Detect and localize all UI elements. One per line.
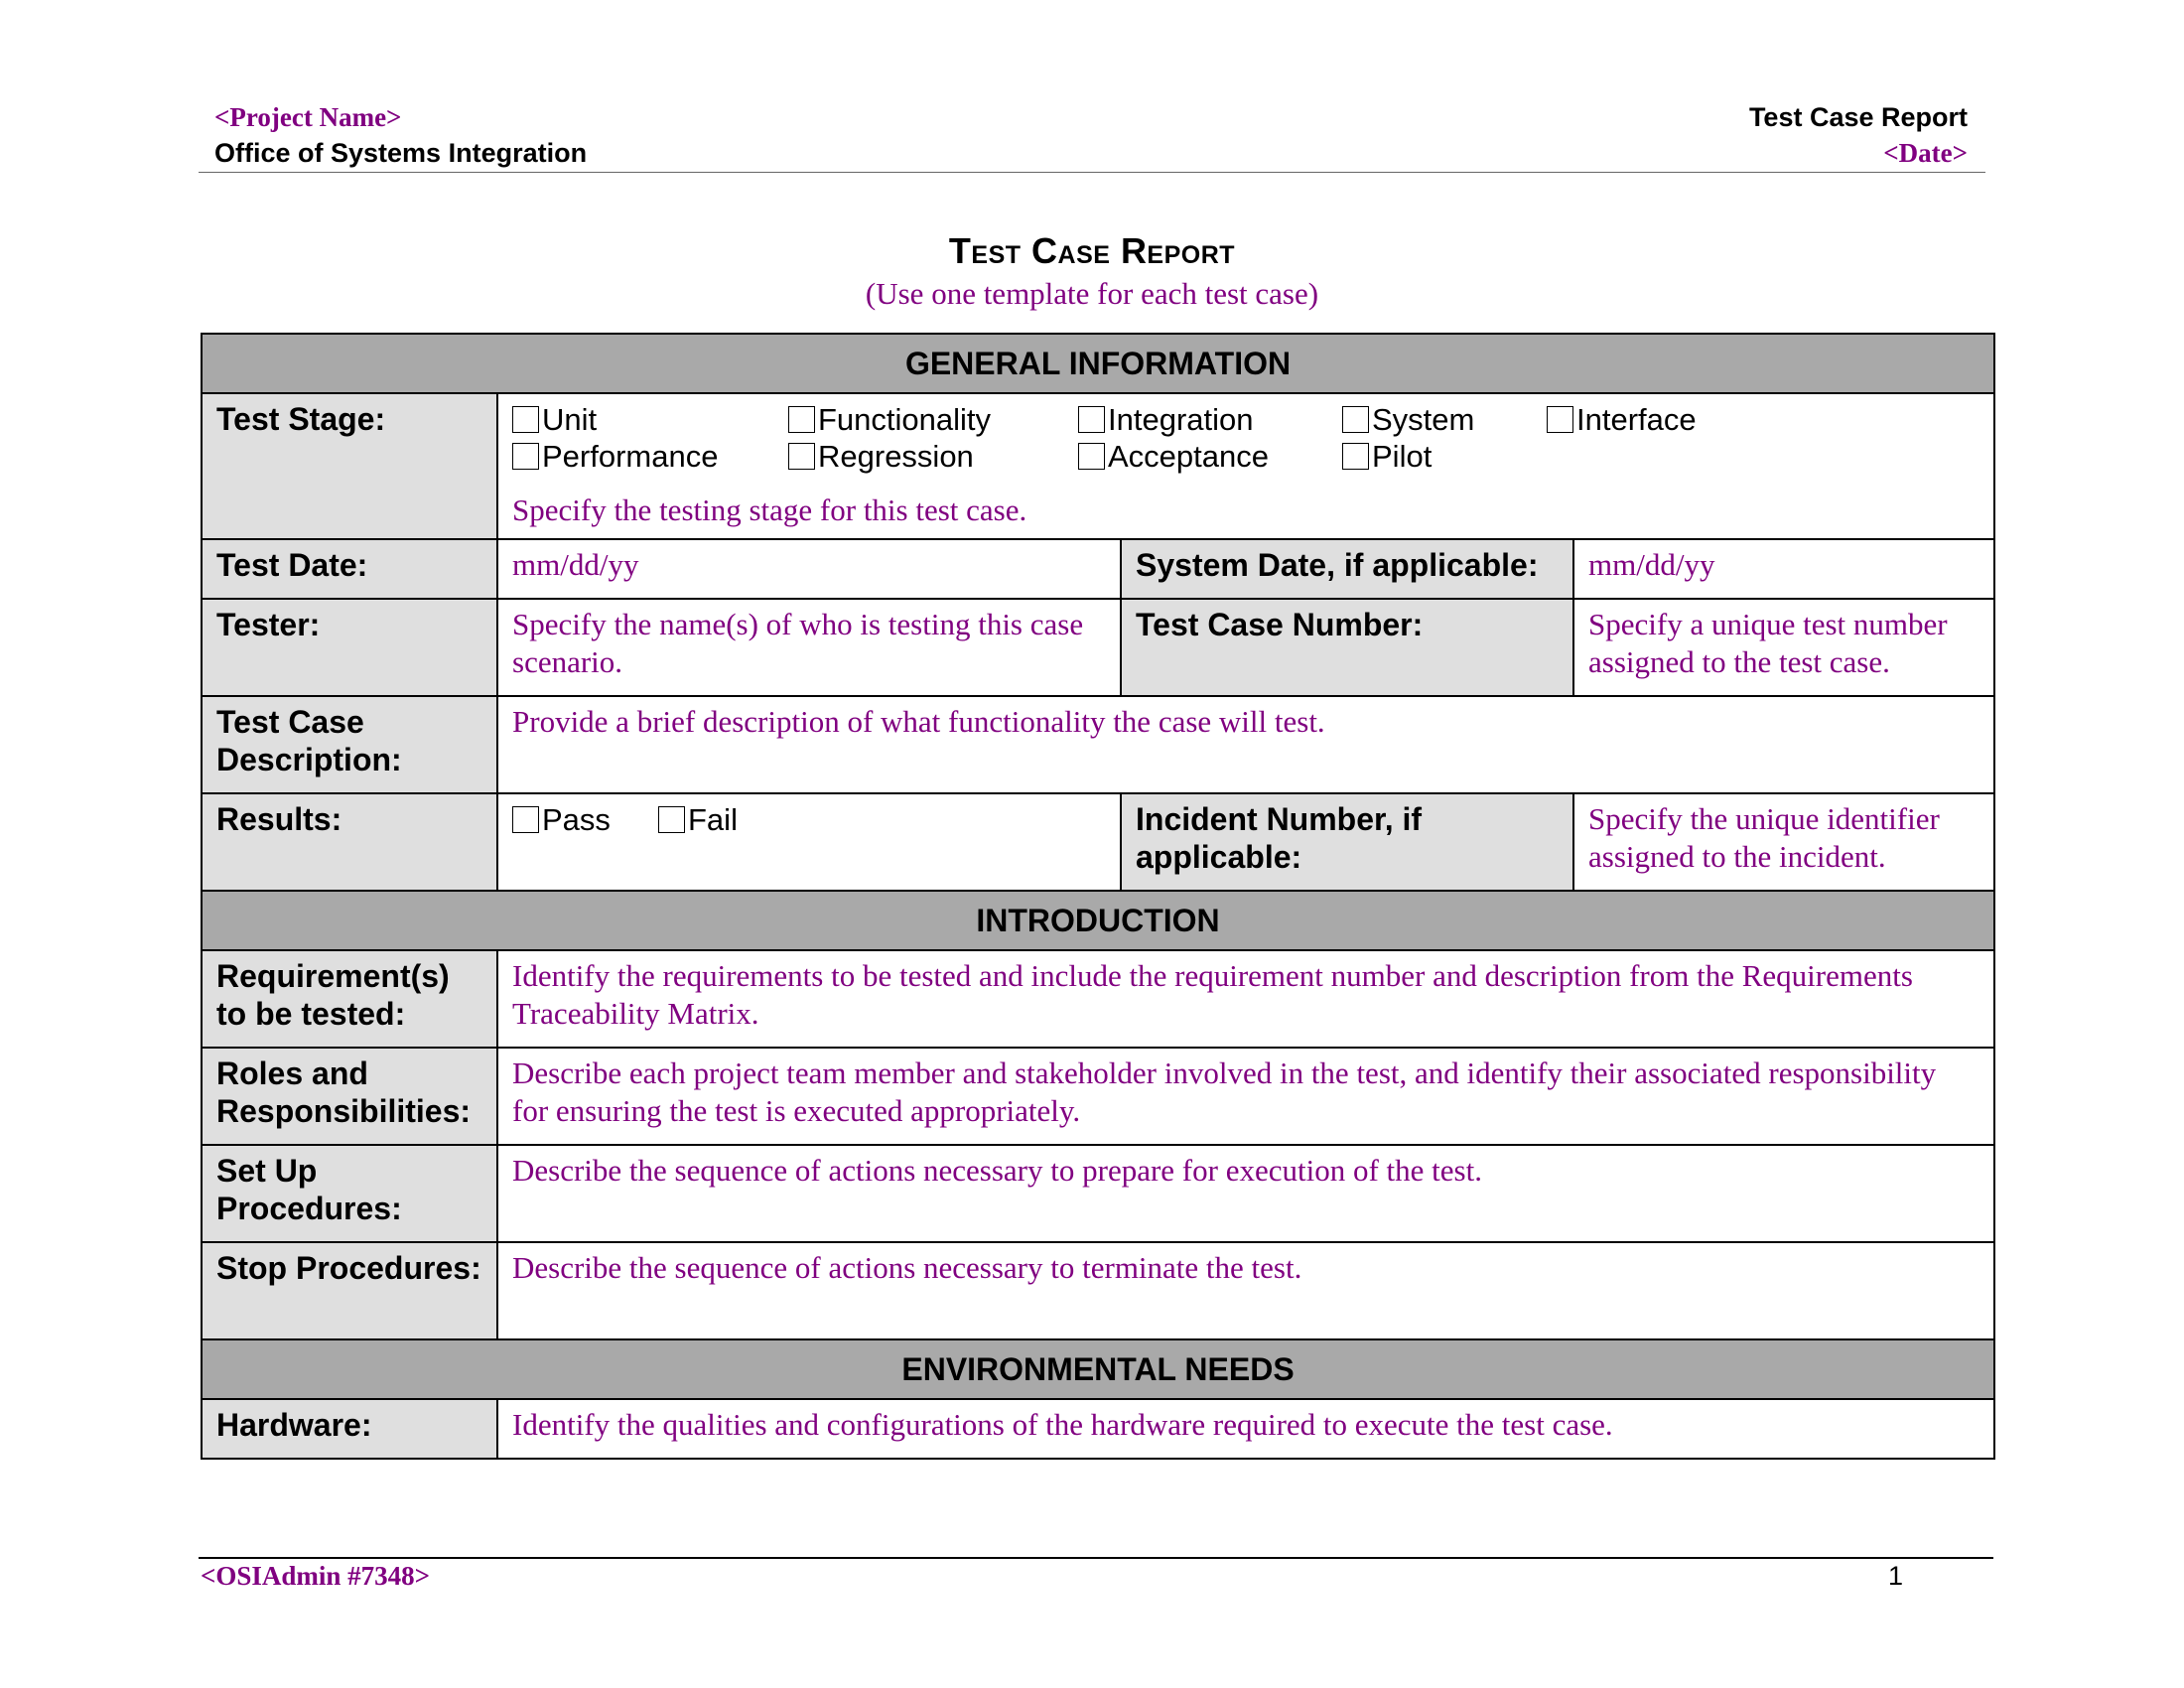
checkbox-icon[interactable]: [1342, 406, 1369, 433]
results-row: [512, 802, 1106, 837]
incident-number-field[interactable]: Specify the unique identifier assigned to the incident.: [1573, 793, 1994, 891]
checkbox-label: Functionality: [818, 402, 992, 437]
page-subtitle: (Use one template for each test case): [865, 276, 1319, 311]
checkbox-label: Performance: [542, 439, 719, 474]
checkbox-label: Fail: [688, 802, 738, 837]
checkbox-label: Pass: [542, 802, 611, 837]
checkbox-icon[interactable]: [1342, 443, 1369, 470]
checkbox-icon[interactable]: [788, 443, 815, 470]
checkbox-label: Unit: [542, 402, 598, 437]
incident-number-label: Incident Number, if applicable:: [1121, 793, 1573, 891]
stop-procedures-field[interactable]: Describe the sequence of actions necessary to terminate the test.: [497, 1242, 1994, 1339]
checkbox-label: Interface: [1576, 402, 1697, 437]
test-date-field[interactable]: mm/dd/yy: [497, 539, 1121, 599]
checkbox-pilot[interactable]: [1342, 439, 1432, 474]
requirements-field[interactable]: Identify the requirements to be tested and include the requirement number and description from the Requirements Traceability Matrix.: [497, 950, 1994, 1048]
checkbox-icon[interactable]: [512, 443, 539, 470]
document-id: <OSIAdmin #7348>: [201, 1561, 431, 1591]
test-case-number-label: Test Case Number:: [1121, 599, 1573, 696]
section-introduction: INTRODUCTION: [202, 891, 1994, 950]
header-divider: [199, 172, 1985, 173]
checkbox-icon[interactable]: [1547, 406, 1573, 433]
system-date-label: System Date, if applicable:: [1121, 539, 1573, 599]
project-name: <Project Name>: [214, 102, 402, 132]
checkbox-performance[interactable]: [512, 439, 788, 474]
page-number: 1: [1888, 1561, 1904, 1591]
checkbox-functionality[interactable]: [788, 402, 1078, 437]
test-case-form: [201, 333, 1995, 1460]
checkbox-icon[interactable]: [788, 406, 815, 433]
section-general-information: GENERAL INFORMATION: [202, 334, 1994, 393]
checkbox-label: Pilot: [1372, 439, 1433, 474]
checkbox-label: Regression: [818, 439, 974, 474]
report-date: <Date>: [1883, 138, 1968, 168]
checkbox-label: Acceptance: [1108, 439, 1269, 474]
checkbox-fail[interactable]: [658, 802, 738, 837]
office-name: Office of Systems Integration: [214, 138, 588, 168]
page-header-right: [1749, 99, 1968, 171]
page-header-left: [214, 99, 587, 171]
test-date-label: Test Date:: [202, 539, 497, 599]
checkbox-icon[interactable]: [512, 406, 539, 433]
checkbox-icon[interactable]: [658, 806, 685, 833]
footer-divider: [199, 1557, 1993, 1559]
tester-label: Tester:: [202, 599, 497, 696]
report-label: Test Case Report: [1748, 102, 1968, 132]
checkbox-icon[interactable]: [1078, 443, 1105, 470]
hardware-label: Hardware:: [202, 1399, 497, 1459]
checkbox-pass[interactable]: [512, 802, 658, 837]
checkbox-integration[interactable]: [1078, 402, 1342, 437]
results-label: Results:: [202, 793, 497, 891]
checkbox-system[interactable]: [1342, 402, 1547, 437]
section-environmental-needs: ENVIRONMENTAL NEEDS: [202, 1339, 1994, 1399]
system-date-field[interactable]: mm/dd/yy: [1573, 539, 1994, 599]
checkbox-label: System: [1372, 402, 1475, 437]
checkbox-acceptance[interactable]: [1078, 439, 1342, 474]
test-stage-field: [497, 393, 1994, 539]
test-stage-label: Test Stage:: [202, 393, 497, 539]
roles-field[interactable]: Describe each project team member and stakeholder involved in the test, and identify their associated responsibility for ensuring the test is executed appropriately.: [497, 1048, 1994, 1145]
results-field: [497, 793, 1121, 891]
checkbox-icon[interactable]: [512, 806, 539, 833]
test-case-number-field[interactable]: Specify a unique test number assigned to the test case.: [1573, 599, 1994, 696]
test-stage-row-1: [512, 402, 1979, 437]
checkbox-interface[interactable]: [1547, 402, 1697, 437]
tester-field[interactable]: Specify the name(s) of who is testing this case scenario.: [497, 599, 1121, 696]
checkbox-icon[interactable]: [1078, 406, 1105, 433]
test-stage-row-2: [512, 439, 1979, 474]
checkbox-unit[interactable]: [512, 402, 788, 437]
checkbox-regression[interactable]: [788, 439, 1078, 474]
roles-label: Roles and Responsibilities:: [202, 1048, 497, 1145]
test-case-description-label: Test Case Description:: [202, 696, 497, 793]
hardware-field[interactable]: Identify the qualities and configurations of the hardware required to execute the test case.: [497, 1399, 1994, 1459]
test-stage-note: Specify the testing stage for this test case.: [512, 492, 1027, 527]
setup-procedures-field[interactable]: Describe the sequence of actions necessary to prepare for execution of the test.: [497, 1145, 1994, 1242]
page-title: Test Case Report: [948, 230, 1236, 271]
stop-procedures-label: Stop Procedures:: [202, 1242, 497, 1339]
test-case-description-field[interactable]: Provide a brief description of what functionality the case will test.: [497, 696, 1994, 793]
checkbox-label: Integration: [1108, 402, 1254, 437]
requirements-label: Requirement(s) to be tested:: [202, 950, 497, 1048]
setup-procedures-label: Set Up Procedures:: [202, 1145, 497, 1242]
